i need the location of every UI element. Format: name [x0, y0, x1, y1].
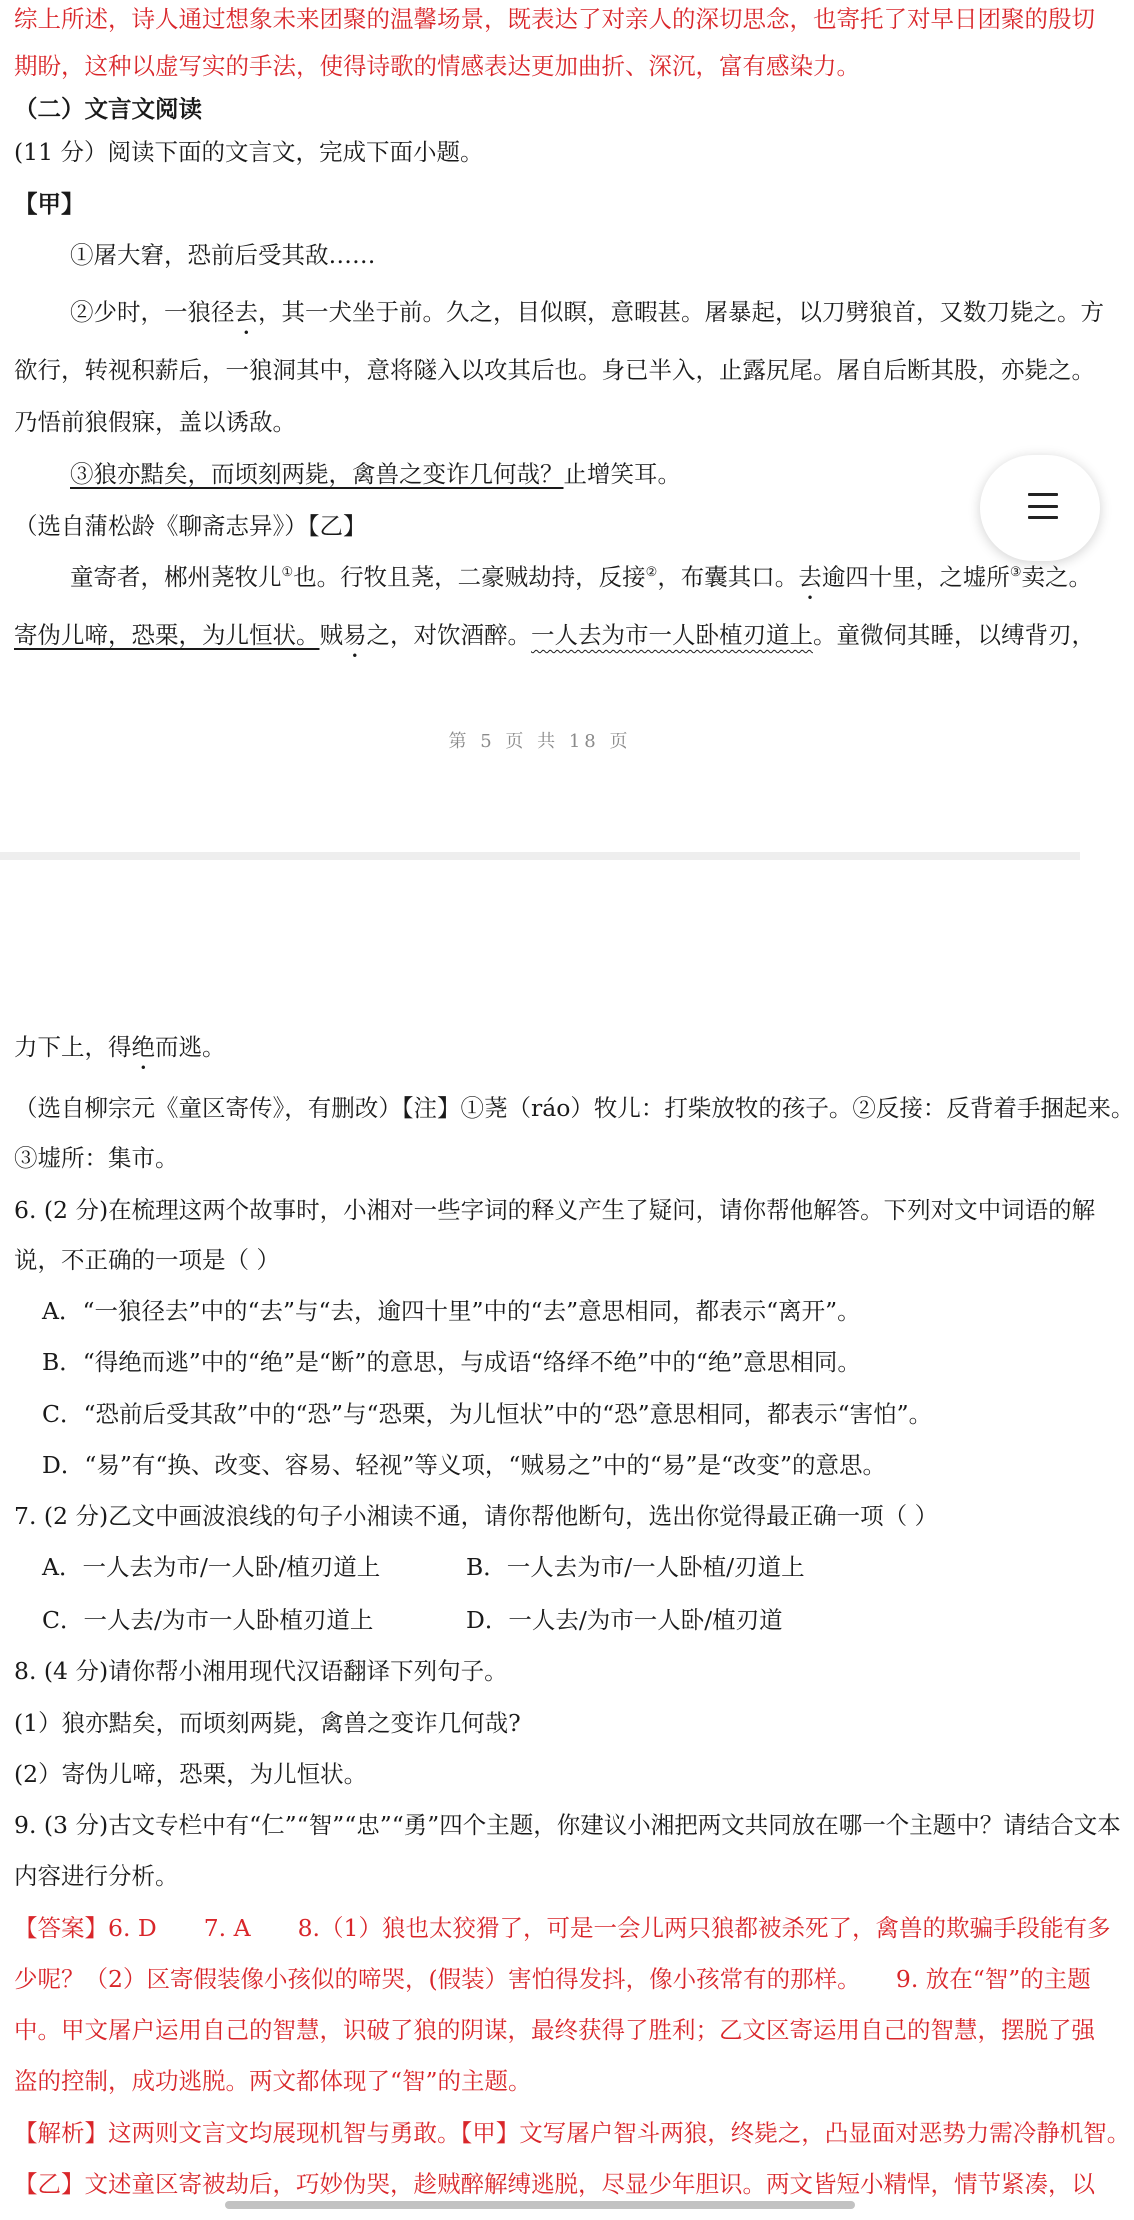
jia-paragraph-3: ③狼亦黠矣，而顷刻两毙，禽兽之变诈几何哉？止增笑耳。 [70, 460, 681, 488]
answer-text: 中。甲文屠户运用自己的智慧，识破了狼的阴谋，最终获得了胜利；乙文区寄运用自己的智慧，摆脱了强 [14, 2016, 1095, 2044]
q6-option-b: B．“得绝而逃”中的“绝”是“断”的意思，与成语“络绎不绝”中的“绝”意思相同。 [42, 1348, 861, 1376]
q7-option-c: C．一人去/为市一人卧植刃道上 [42, 1606, 374, 1634]
analysis-text: 【解析】这两则文言文均展现机智与勇敢。【甲】文写屠户智斗两狼，终毙之，凸显面对恶势力需冷静机智。 [14, 2119, 1131, 2147]
answer-text: 少呢？（2）区寄假装像小孩似的啼哭，(假装）害怕得发抖，像小孩常有的那样。 9. 放在“智”的主题 [14, 1965, 1091, 1993]
instruction-text: (11 分）阅读下面的文言文，完成下面小题。 [14, 138, 484, 166]
footnote-marker: ① [281, 565, 294, 581]
q8-item-1: (1）狼亦黠矣，而顷刻两毙，禽兽之变诈几何哉? [14, 1709, 521, 1737]
analysis-text: 【乙】文述童区寄被劫后，巧妙伪哭，趁贼醉解缚逃脱，尽显少年胆识。两文皆短小精悍，情节紧凑，以 [14, 2170, 1095, 2198]
question-7-stem: 7. (2 分)乙文中画波浪线的句子小湘读不通，请你帮他断句，选出你觉得最正确一项（ ） [14, 1502, 939, 1530]
page-number: 第 5 页 共 18 页 [448, 731, 632, 752]
passage-label-jia: 【甲】 [14, 190, 85, 218]
answer-text: 【答案】6. D 7. A 8.（1）狼也太狡猾了，可是一会儿两只狼都被杀死了，禽兽的欺骗手段能有多 [14, 1914, 1111, 1942]
section-title: （二）文言文阅读 [14, 95, 202, 123]
q8-item-2: (2）寄伪儿啼，恐栗，为儿恒状。 [14, 1760, 368, 1788]
wavy-underlined-sentence: 一人去为市一人卧植刃道上 [531, 621, 813, 649]
q6-option-d: D．“易”有“换、改变、容易、轻视”等义项，“贼易之”中的“易”是“改变”的意思。 [42, 1451, 886, 1479]
jia-paragraph-1: ①屠大窘，恐前后受其敌…… [70, 241, 376, 269]
emphasized-char: 易 [343, 621, 367, 649]
jia-paragraph-2: ②少时，一狼径去，其一犬坐于前。久之，目似瞑，意暇甚。屠暴起，以刀劈狼首，又数刀毙之。方 [70, 298, 1104, 326]
notes-line: ③墟所：集市。 [14, 1144, 179, 1172]
underlined-sentence: 寄伪儿啼，恐栗，为儿恒状。 [14, 621, 320, 649]
emphasized-char: 去 [798, 563, 822, 591]
emphasized-char: 绝 [131, 1033, 155, 1061]
jia-source: （选自蒲松龄《聊斋志异》）【乙】 [14, 512, 367, 540]
emphasized-char: 去 [234, 298, 258, 326]
footnote-marker: ② [645, 565, 658, 581]
intro-paragraph-line: 期盼，这种以虚写实的手法，使得诗歌的情感表达更加曲折、深沉，富有感染力。 [14, 52, 860, 80]
footnote-marker: ③ [1009, 565, 1022, 581]
yi-paragraph-1-line: 寄伪儿啼，恐栗，为儿恒状。贼易之，对饮酒醉。一人去为市一人卧植刃道上。童微伺其睡，以缚背刃， [14, 621, 1095, 649]
yi-paragraph-end: 力下上，得绝而逃。 [14, 1033, 226, 1061]
yi-paragraph-1: 童寄者，郴州荛牧儿①也。行牧且荛，二豪贼劫持，反接②，布囊其口。去逾四十里，之墟所③卖之。 [70, 563, 1092, 591]
notes-line: （选自柳宗元《童区寄传》，有删改）【注】①荛（ráo）牧儿：打柴放牧的孩子。②反接：反背着手捆起来。 [14, 1094, 1134, 1122]
q7-option-b: B．一人去为市/一人卧植/刃道上 [466, 1553, 805, 1581]
page-divider [0, 852, 1080, 860]
intro-paragraph-line: 综上所述，诗人通过想象未来团聚的温馨场景，既表达了对亲人的深切思念，也寄托了对早日团聚的殷切 [14, 5, 1095, 33]
question-6-stem: 6. (2 分)在梳理这两个故事时，小湘对一些字词的释义产生了疑问，请你帮他解答。下列对文中词语的解 [14, 1196, 1096, 1224]
question-9-stem: 9. (3 分)古文专栏中有“仁”“智”“忠”“勇”四个主题，你建议小湘把两文共同放在哪一个主题中？请结合文本 [14, 1811, 1121, 1839]
question-6-stem: 说，不正确的一项是（ ） [14, 1246, 280, 1274]
menu-button[interactable] [980, 455, 1100, 561]
hamburger-menu-icon [1028, 493, 1058, 519]
answer-text: 盗的控制，成功逃脱。两文都体现了“智”的主题。 [14, 2067, 532, 2095]
jia-paragraph-2-line: 欲行，转视积薪后，一狼洞其中，意将隧入以攻其后也。身已半入，止露尻尾。屠自后断其股，亦毙之。 [14, 356, 1095, 384]
q6-option-c: C．“恐前后受其敌”中的“恐”与“恐栗，为儿恒状”中的“恐”意思相同，都表示“害怕”。 [42, 1400, 933, 1428]
jia-paragraph-2-line: 乃悟前狼假寐，盖以诱敌。 [14, 408, 296, 436]
home-indicator[interactable] [225, 2201, 855, 2209]
question-8-stem: 8. (4 分)请你帮小湘用现代汉语翻译下列句子。 [14, 1657, 508, 1685]
q7-option-a: A．一人去为市/一人卧/植刃道上 [42, 1553, 381, 1581]
q6-option-a: A．“一狼径去”中的“去”与“去，逾四十里”中的“去”意思相同，都表示“离开”。 [42, 1297, 861, 1325]
question-9-stem: 内容进行分析。 [14, 1862, 179, 1890]
underlined-sentence: ③狼亦黠矣，而顷刻两毙，禽兽之变诈几何哉？ [70, 460, 564, 488]
q7-option-d: D．一人去/为市一人卧/植刃道 [466, 1606, 783, 1634]
